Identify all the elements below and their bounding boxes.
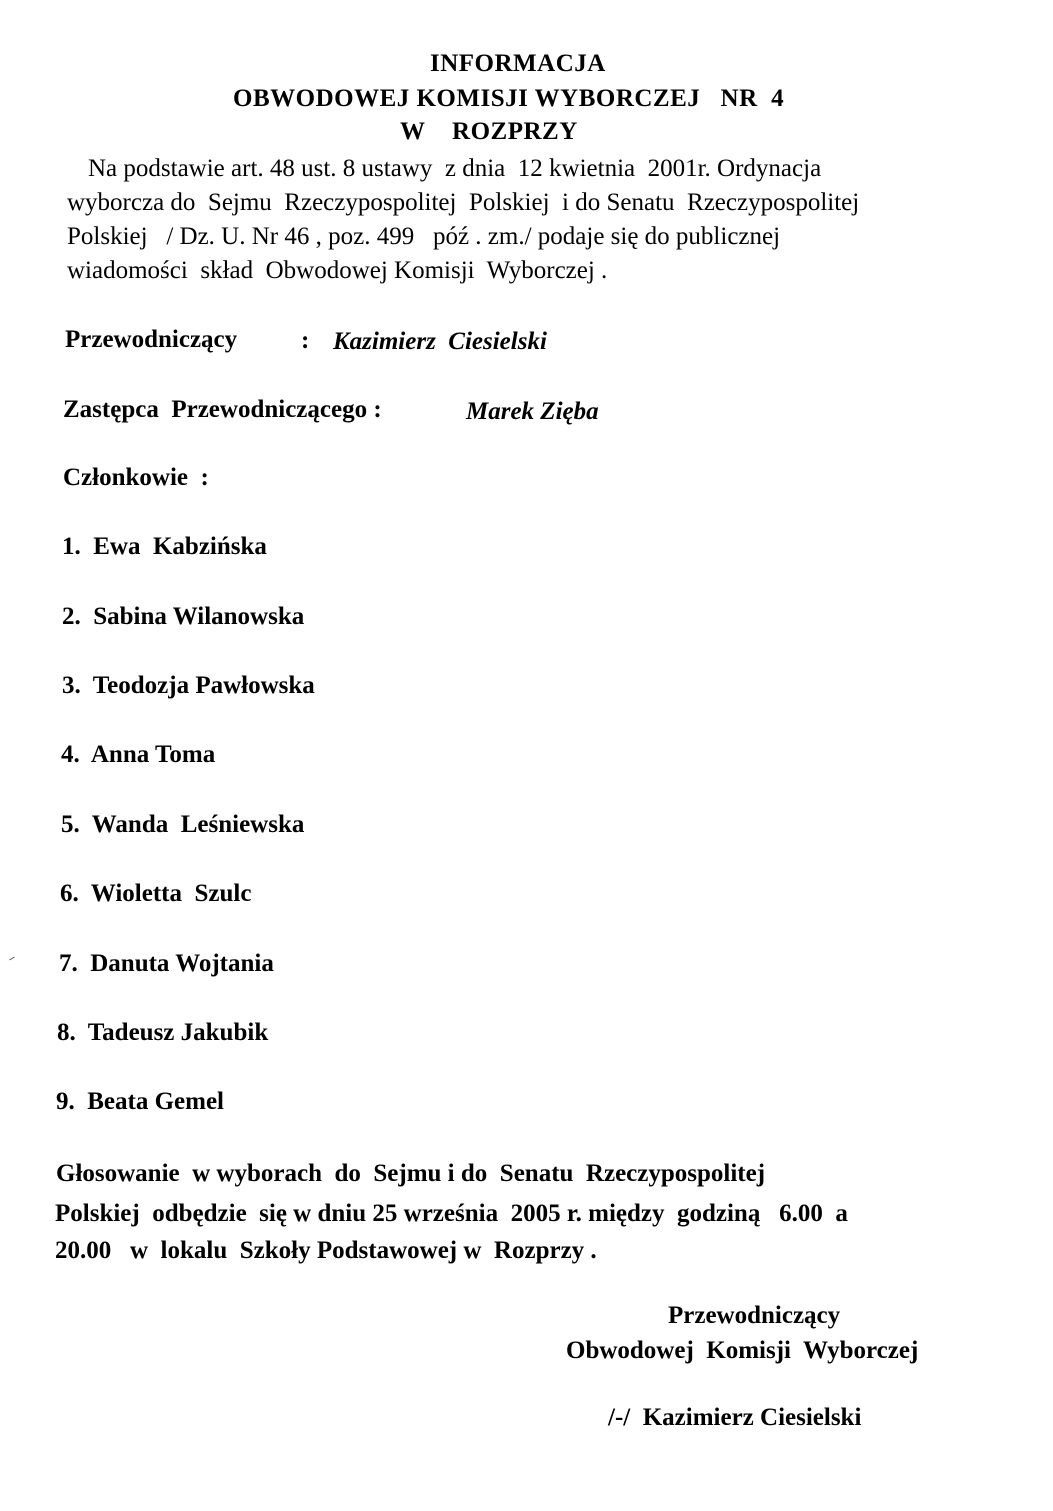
doc-title-line2: OBWODOWEJ KOMISJI WYBORCZEJ NR 4	[233, 85, 785, 112]
deputy-label: Zastępca Przewodniczącego :	[63, 396, 382, 423]
chair-name: Kazimierz Ciesielski	[333, 328, 547, 355]
signature-title: Przewodniczący	[668, 1302, 841, 1329]
member-item: 4. Anna Toma	[61, 741, 216, 768]
closing-line-1: Głosowanie w wyborach do Sejmu i do Senatu Rzeczypospolitej	[56, 1160, 766, 1187]
member-item: 5. Wanda Leśniewska	[61, 811, 305, 838]
doc-title-line1: INFORMACJA	[430, 50, 606, 77]
member-item: 9. Beata Gemel	[56, 1088, 225, 1115]
chair-label: Przewodniczący	[65, 326, 238, 353]
deputy-name: Marek Zięba	[466, 398, 599, 425]
intro-line-2: wyborcza do Sejmu Rzeczypospolitej Polskiej i do Senatu Rzeczypospolitej	[67, 189, 860, 216]
member-item: 7. Danuta Wojtania	[59, 950, 274, 977]
signature-committee: Obwodowej Komisji Wyborczej	[566, 1337, 919, 1364]
member-item: 1. Ewa Kabzińska	[62, 533, 267, 560]
intro-line-3: Polskiej / Dz. U. Nr 46 , poz. 499 póź . zm./ podaje się do publicznej	[67, 223, 781, 250]
doc-title-line3: W ROZPRZY	[400, 118, 578, 145]
closing-line-3: 20.00 w lokalu Szkoły Podstawowej w Rozprzy .	[55, 1237, 597, 1264]
intro-line-1: Na podstawie art. 48 ust. 8 ustawy z dnia 12 kwietnia 2001r. Ordynacja	[88, 155, 822, 182]
intro-line-4: wiadomości skład Obwodowej Komisji Wyborczej .	[67, 257, 608, 284]
member-item: 8. Tadeusz Jakubik	[57, 1019, 269, 1046]
member-item: 2. Sabina Wilanowska	[62, 603, 305, 630]
scan-speck	[9, 957, 15, 961]
member-item: 3. Teodozja Pawłowska	[62, 672, 315, 699]
chair-separator: :	[301, 327, 310, 354]
member-item: 6. Wioletta Szulc	[60, 880, 252, 907]
members-label: Członkowie :	[63, 464, 209, 491]
signature-name: /-/ Kazimierz Ciesielski	[608, 1404, 862, 1431]
closing-line-2: Polskiej odbędzie się w dniu 25 września 2005 r. między godziną 6.00 a	[55, 1200, 848, 1227]
